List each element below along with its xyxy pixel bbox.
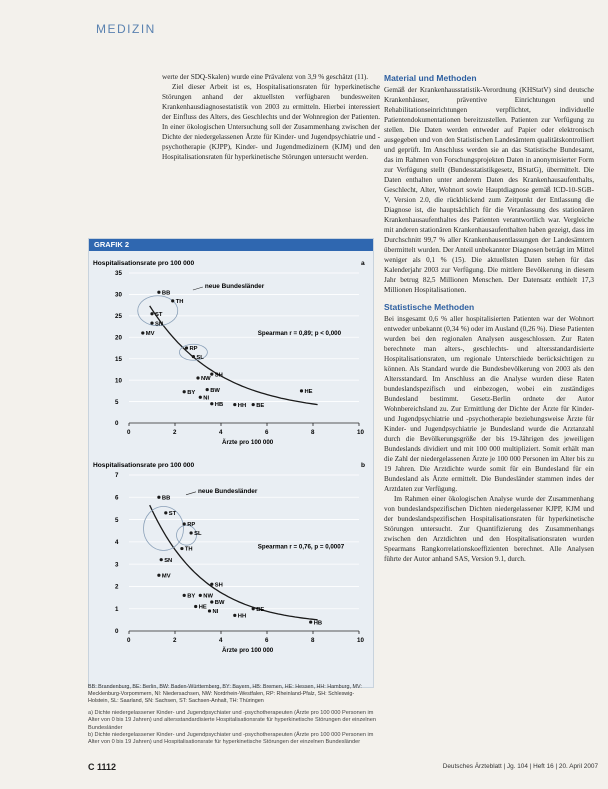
- data-point: [233, 614, 236, 617]
- data-point-label: ST: [155, 311, 163, 318]
- data-point: [233, 403, 236, 406]
- x-tick-label: 10: [357, 637, 364, 644]
- data-point: [199, 396, 202, 399]
- data-point-label: HE: [198, 604, 207, 611]
- data-point: [160, 558, 163, 561]
- data-point: [208, 609, 211, 612]
- data-point-label: BB: [161, 290, 171, 297]
- data-point: [141, 331, 144, 334]
- journal-citation: Deutsches Ärzteblatt | Jg. 104 | Heft 16 | 20. April 2007: [442, 763, 598, 770]
- data-point: [164, 511, 167, 514]
- section-heading: Statistische Methoden: [384, 302, 475, 312]
- x-tick-label: 0: [127, 637, 131, 644]
- data-point-label: NW: [201, 376, 211, 383]
- y-tick-label: 15: [115, 355, 122, 363]
- data-point-label: BB: [161, 495, 171, 502]
- x-axis-label: Ärzte pro 100 000: [222, 439, 274, 446]
- data-point: [157, 496, 160, 499]
- data-point: [210, 402, 213, 405]
- data-point: [196, 376, 199, 379]
- data-point: [180, 547, 183, 550]
- y-tick-label: 2: [115, 583, 119, 591]
- data-point-label: BY: [187, 593, 196, 600]
- figure-header: [89, 239, 373, 251]
- section-heading: Material und Methoden: [384, 73, 477, 83]
- y-tick-label: 1: [115, 605, 119, 613]
- figure-box: [88, 238, 374, 688]
- page-number: C 1112: [88, 762, 117, 772]
- data-point: [185, 346, 188, 349]
- data-point: [183, 594, 186, 597]
- data-point-label: SL: [196, 354, 204, 361]
- paragraph: Ziel dieser Arbeit ist es, Hospitalisationsraten für hyperkinetische Störungen anhand der aktuellsten verfügbaren bundesweiten Krankenhausdiagnosestatistik von 2003 zu ermitteln. Hierbei interessiert der Einfluss des Alters, des Geschlechts und der Wohnregion der Patienten. In einer ökologischen Untersuchung soll der Zusammenhang zwischen der Dichte der niedergelassenen Ärzte für Kinder- und Jugendpsychiatrie und -psychotherapie (KJPP), Kinder- und Jugendmedizinern (KJM) und den Hospitalisationsraten für hyperkinetische Störungen untersucht werden.: [162, 83, 380, 161]
- x-tick-label: 6: [265, 429, 269, 436]
- section-tag: MEDIZIN: [96, 22, 156, 36]
- scatter-chart-a: [89, 253, 373, 453]
- data-point-label: ST: [168, 511, 177, 518]
- right-column: [384, 72, 594, 564]
- data-point: [194, 605, 197, 608]
- paragraph: Gemäß der Krankenhausstatistik-Verordnung (KHStatV) sind deutsche Krankenhäuser, präventive Einrichtungen und Rehabilitationseinrichtungen verpflichtet, individuelle Patientendokumentationen bereitzustellen. Patienten zur Verfügung zu stellen. Die Daten werden entweder auf Papier oder elektronisch ausgegeben und von den Statistischen Landesämtern qualitätskontrolliert und geprüft. Im Anschluss werden sie an das Statistische Bundesamt, das im Rahmen von Forschungsprojekten Daten in anonymisierter Form zur Verfügung stellt (Bundesstatistikgesetz, BStatG), übermittelt. Die Daten enthalten unter anderem Daten des Krankenhausaufenthalts, Geschlecht, Alter, Wohnort sowie Hauptdiagnose gemäß ICD-10-SGB-V, Version 2.0, die rückblickend zum Zeitpunkt der Entlassung die Diagnose ist, die hauptsächlich für die Veranlassung des stationären Krankenhausaufenthaltes des Patienten verantwortlich war. Vergleiche mit anderen stationären Krankenhausaufenthalten haben gezeigt, dass im Durchschnitt 99,7 % aller Krankenhausentlassungen der Landesämtern übermittelt wurden. Der Anteil unbekannter Diagnosen beträgt im Mittel weniger als 0,1 % (15). Die aktuellsten Daten stehen für das Kalenderjahr 2003 zur Verfügung. Die mittlere Bevölkerung in diesem Jahr betrug 82,5 Millionen Menschen. Der Datensatz enthielt 17,3 Millionen Hospitalisationen.: [384, 86, 594, 294]
- data-point: [252, 403, 255, 406]
- x-tick-label: 8: [311, 429, 315, 436]
- data-point-label: HH: [237, 613, 247, 620]
- y-tick-label: 5: [115, 516, 119, 524]
- x-tick-label: 2: [173, 637, 177, 644]
- data-point: [157, 574, 160, 577]
- y-tick-label: 30: [115, 291, 122, 299]
- y-tick-label: 7: [115, 472, 119, 480]
- y-tick-label: 5: [115, 398, 119, 406]
- x-tick-label: 4: [219, 637, 223, 644]
- data-point: [309, 620, 312, 623]
- y-tick-label: 0: [115, 628, 119, 636]
- data-point: [210, 583, 213, 586]
- data-point: [150, 322, 153, 325]
- data-point-label: RP: [187, 522, 196, 529]
- trend-curve: [150, 306, 318, 405]
- data-point-label: BE: [256, 606, 265, 613]
- panel-letter: b: [361, 462, 366, 469]
- data-point: [183, 522, 186, 525]
- data-point-label: NW: [203, 593, 213, 600]
- y-tick-label: 20: [115, 334, 122, 342]
- data-point-label: SN: [164, 557, 173, 564]
- footnote-b: b) Dichte niedergelassener Kinder- und Jugendpsychiater und -psychotherapeuten (Ärzte pro 100 000 Personen im Alter von 0 bis 19 Jahren) und Hospitalisationsrate für hyperkinetische Störungen der einzelnen Bundesländer: [88, 731, 374, 746]
- x-tick-label: 6: [265, 637, 269, 644]
- y-tick-label: 4: [115, 539, 119, 547]
- chart-title: Hospitalisationsrate pro 100 000: [93, 260, 195, 267]
- data-point: [171, 299, 174, 302]
- data-point-label: SH: [214, 372, 223, 379]
- annotation-label: neue Bundesländer: [198, 487, 258, 495]
- data-point: [210, 600, 213, 603]
- footnote-a: a) Dichte niedergelassener Kinder- und Jugendpsychiater und -psychotherapeuten (Ärzte pro 100 000 Personen im Alter von 0 bis 19 Jahren) und altersstandardisierte Hospitalisationsrate für hyperkinetische Störungen der einzelnen Bundesländer: [88, 710, 376, 731]
- data-point: [300, 389, 303, 392]
- data-point-label: HB: [313, 620, 323, 627]
- figure-legend: BB: Brandenburg, BE: Berlin, BW: Baden-Württemberg, BY: Bayern, HB: Bremen, HE: Hessen, HH: Hamburg, MV: Mecklenburg-Vorpommern, NI: Niedersachsen, NW: Nordrhein-Westfalen, RP: Rheinland-Pfalz, SH: Schleswig-Holstein, SL: Saarland, SN: Sachsen, ST: Sachsen-Anhalt, TH: Thüringen: [88, 684, 362, 704]
- data-point-label: SL: [194, 531, 202, 538]
- x-tick-label: 0: [127, 429, 131, 436]
- data-point: [190, 531, 193, 534]
- x-tick-label: 10: [357, 429, 364, 436]
- x-tick-label: 4: [219, 429, 223, 436]
- annotation-label: neue Bundesländer: [204, 283, 265, 290]
- panel-letter: a: [361, 260, 365, 267]
- data-point-label: BW: [214, 600, 225, 607]
- paragraph: Im Rahmen einer ökologischen Analyse wurde der Zusammenhang von bundeslandspezifischen Dichten niedergelassener KJPP, KJM und der bundeslandspezifischen Hospitalisationsraten für hyperkinetische Störungen untersucht. Zur Quantifizierung des Zusammenhangs zwischen den Arztdichten und den Hospitalisationsraten wurden Spearmans Rangkorrelationskoeffizienten berechnet. Alle Analysen führte der Autor anhand SAS, Version 9.1, durch.: [384, 495, 594, 563]
- data-point-label: RP: [189, 346, 198, 353]
- data-point-label: BE: [256, 402, 265, 409]
- paragraph: werte der SDQ-Skalen) wurde eine Prävalenz von 3,9 % geschätzt (11).: [162, 73, 369, 81]
- data-point-label: NI: [212, 609, 219, 616]
- correlation-label: Spearman r = 0,76, p = 0,0007: [257, 543, 345, 551]
- x-tick-label: 2: [173, 429, 177, 436]
- data-point-label: HE: [304, 389, 313, 396]
- data-point: [199, 594, 202, 597]
- chart-title: Hospitalisationsrate pro 100 000: [93, 462, 195, 469]
- data-point: [252, 607, 255, 610]
- annotation-arrow: [186, 492, 196, 495]
- data-point: [183, 390, 186, 393]
- data-point: [192, 355, 195, 358]
- y-tick-label: 0: [115, 420, 119, 428]
- data-point-label: TH: [175, 299, 184, 306]
- data-point-label: TH: [184, 546, 193, 553]
- annotation-arrow: [193, 287, 203, 290]
- left-column: [162, 72, 380, 162]
- scatter-chart-b: [89, 453, 373, 665]
- data-point-label: HH: [237, 402, 247, 409]
- data-point: [150, 312, 153, 315]
- y-tick-label: 25: [115, 313, 122, 321]
- cluster-ellipse: [144, 506, 184, 550]
- data-point-label: BW: [210, 387, 220, 394]
- data-point-label: SN: [155, 321, 164, 328]
- trend-curve: [150, 505, 318, 620]
- figure-footnotes: [88, 710, 376, 746]
- x-tick-label: 8: [311, 637, 315, 644]
- figure-label: GRAFIK 2: [94, 240, 130, 249]
- x-axis-label: Ärzte pro 100 000: [222, 647, 274, 654]
- data-point: [157, 291, 160, 294]
- page-footer: [88, 762, 600, 774]
- data-point-label: NI: [203, 395, 210, 402]
- correlation-label: Spearman r = 0,89; p < 0,000: [257, 330, 342, 338]
- paragraph: Bei insgesamt 0,6 % aller hospitalisierten Patienten war der Wohnort entweder unbekannt (0,34 %) oder im Ausland (0,26 %). Diese Patienten wurden bei den regionalen Analysen ausgeschlossen. Zur Raten berechnete man alters-, geschlechts- und altersstandardisierte Hospitalisationsraten, um regionale Unterschiede berücksichtigen zu können. Als Standard wurde die Bundesbevölkerung von 2003 als den Altersstandard. Im Anschluss an die Analyse wurden diese Raten bundeslandspezifisch und einbezogen, wobei ein zuständiges Bundesland bestimmt. Gesetz-Berlin ordnete der Autor Wohnbereichsland zu. Zur Ermittlung der Dichte der Ärzte für Kinder- und Jugendpsychiatrie und -psychotherapie beziehungsweise Ärzte für Kinder- und Jugendpsychiatrie je Bundesland wurde die Arztanzahl durch die Bevölkerungsgröße der bis 19-Jährigen des jeweiligen Bundeslands dividiert und mit 100 000 multipliziert. Somit erhält man die Zahl der niedergelassenen Ärzte je 100 000 Personen im Alter bis zu 19 Jahren. Die Arztdichte wurde somit für ein Bundesland für ein Bundesland als Ärzte ermittelt. Die Bundesländer stammen indes der Arztdaten zur Verfügung.: [384, 315, 594, 493]
- y-tick-label: 6: [115, 494, 119, 502]
- data-point-label: MV: [161, 573, 171, 580]
- data-point: [206, 388, 209, 391]
- data-point-label: HB: [214, 401, 224, 408]
- y-tick-label: 3: [115, 561, 119, 569]
- data-point-label: SH: [214, 582, 223, 589]
- data-point-label: MV: [145, 331, 155, 338]
- data-point-label: BY: [187, 389, 196, 396]
- data-point: [210, 373, 213, 376]
- y-tick-label: 35: [115, 270, 122, 278]
- y-tick-label: 10: [115, 377, 122, 385]
